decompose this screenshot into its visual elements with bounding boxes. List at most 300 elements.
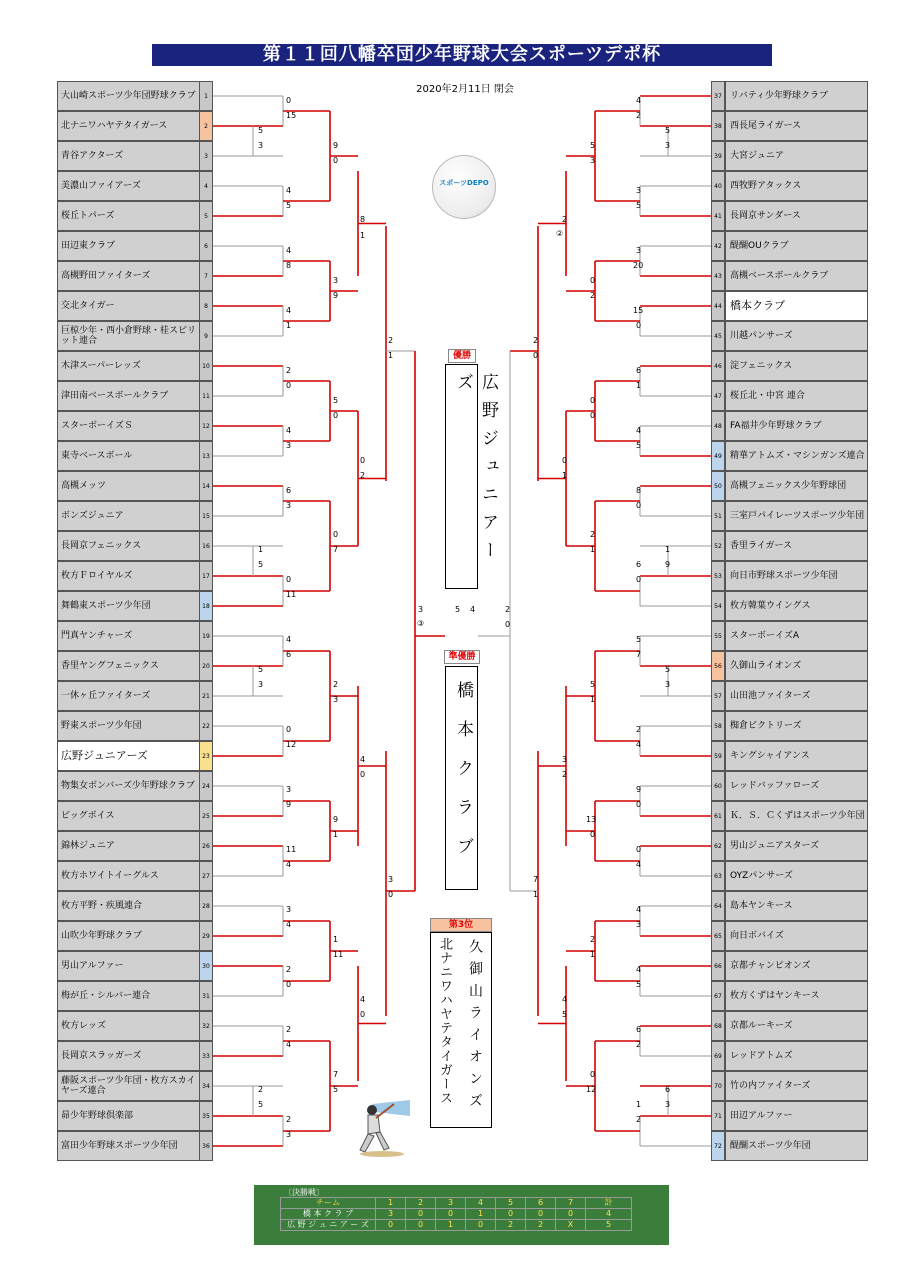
team-seed-number: 17 [199,561,213,591]
team-name: 長岡京スラッガーズ [57,1041,200,1071]
match-score: 2 [636,111,642,120]
team-seed-number: 64 [711,891,725,921]
team-seed-number: 70 [711,1071,725,1101]
match-score: 5 [258,665,264,674]
match-score: 3 [286,501,292,510]
baseball-logo [432,155,496,219]
match-score: 3 [590,156,596,165]
team-name: OYZパンサーズ [725,861,868,891]
team-seed-number: 39 [711,141,725,171]
match-score: 5 [258,1100,264,1109]
scoreboard-team: 広 野 ジ ュ ニ ア ー ズ [281,1220,376,1231]
scoreboard-cell: 0 [466,1220,496,1231]
page-title: 第１１回八幡卒団少年野球大会スポーツデポ杯 [152,44,772,66]
match-score: 4 [636,96,642,105]
match-score: 2 [258,1085,264,1094]
match-score: 5 [333,396,339,405]
team-seed-number: 10 [199,351,213,381]
match-score: 1 [388,351,394,360]
team-name: 津田南ベースボールクラブ [57,381,200,411]
team-seed-number: 67 [711,981,725,1011]
match-score: 5 [636,201,642,210]
match-score: 0 [286,381,292,390]
match-score: 2 [636,725,642,734]
team-seed-number: 36 [199,1131,213,1161]
match-score: 4 [286,306,292,315]
team-seed-number: 55 [711,621,725,651]
team-seed-number: 27 [199,861,213,891]
scoreboard-header-inning: 6 [526,1198,556,1209]
match-score: 7 [636,650,642,659]
team-name: 向日市野球スポーツ少年団 [725,561,868,591]
team-seed-number: 12 [199,411,213,441]
round-marker: ② [556,229,564,238]
team-name: リバティ少年野球クラブ [725,81,868,111]
team-seed-number: 38 [711,111,725,141]
match-score: 5 [286,201,292,210]
team-seed-number: 31 [199,981,213,1011]
match-score: 1 [590,695,596,704]
team-seed-number: 13 [199,441,213,471]
team-seed-number: 8 [199,291,213,321]
team-name: 枚方ホワイトイーグルス [57,861,200,891]
team-seed-number: 49 [711,441,725,471]
team-seed-number: 69 [711,1041,725,1071]
team-seed-number: 53 [711,561,725,591]
match-score: 0 [286,575,292,584]
team-seed-number: 30 [199,951,213,981]
match-score: 1 [636,1100,642,1109]
scoreboard-cell: 1 [466,1209,496,1220]
match-score: 9 [333,291,339,300]
match-score: 6 [636,366,642,375]
match-score: 0 [590,411,596,420]
team-seed-number: 4 [199,171,213,201]
match-score: 3 [636,246,642,255]
match-score: 0 [562,456,568,465]
team-seed-number: 43 [711,261,725,291]
team-name: 醍醐スポーツ少年団 [725,1131,868,1161]
team-name: 枚方韓葉ウイングス [725,591,868,621]
match-score: 4 [286,860,292,869]
match-score: 0 [333,411,339,420]
team-seed-number: 42 [711,231,725,261]
match-score: 2 [590,935,596,944]
match-score: 1 [333,830,339,839]
match-score: 2 [636,1040,642,1049]
team-name: 青谷アクターズ [57,141,200,171]
match-score: 0 [286,96,292,105]
team-seed-number: 41 [711,201,725,231]
team-seed-number: 66 [711,951,725,981]
runner-up-label: 準優勝 [444,650,480,664]
match-score: 9 [665,560,671,569]
match-score: 3 [665,1100,671,1109]
team-seed-number: 40 [711,171,725,201]
team-seed-number: 22 [199,711,213,741]
team-seed-number: 6 [199,231,213,261]
team-seed-number: 68 [711,1011,725,1041]
match-score: 4 [360,995,366,1004]
match-score: 0 [333,156,339,165]
team-name: 一休ヶ丘ファイターズ [57,681,200,711]
team-seed-number: 37 [711,81,725,111]
scoreboard-table [280,1197,632,1231]
team-seed-number: 51 [711,501,725,531]
team-name: 門真ヤンチャーズ [57,621,200,651]
team-name: 舞鶴東スポーツ少年団 [57,591,200,621]
round-marker: ③ [417,619,425,628]
team-name: 枚方Ｆロイヤルズ [57,561,200,591]
team-seed-number: 3 [199,141,213,171]
match-score: 0 [590,276,596,285]
match-score: 2 [505,605,511,614]
match-score: 3 [636,186,642,195]
team-name: 物集女ボンバーズ少年野球クラブ [57,771,200,801]
team-name: 長岡京フェニックス [57,531,200,561]
team-seed-number: 62 [711,831,725,861]
match-score: 11 [286,590,297,599]
match-score: 0 [286,725,292,734]
team-name: 竹の内ファイターズ [725,1071,868,1101]
team-name: 長岡京サンダース [725,201,868,231]
match-score: 4 [360,755,366,764]
team-seed-number: 54 [711,591,725,621]
team-seed-number: 28 [199,891,213,921]
match-score: 5 [665,126,671,135]
team-name: 橋本クラブ [725,291,868,321]
match-score: 11 [333,950,344,959]
match-score: 0 [360,1010,366,1019]
match-score: 0 [286,980,292,989]
final-scoreboard [254,1185,669,1245]
team-name: キングシャイアンス [725,741,868,771]
team-seed-number: 48 [711,411,725,441]
scoreboard-total: 5 [586,1220,632,1231]
scoreboard-team: 橋 本 ク ラ ブ [281,1209,376,1220]
match-score: 2 [590,291,596,300]
scoreboard-cell: 2 [496,1220,526,1231]
team-name: スターボーイズA [725,621,868,651]
match-score: 4 [286,920,292,929]
team-name: 藤阪スポーツ少年団・枚方スカイヤーズ連合 [57,1071,200,1101]
team-name: 富田少年野球スポーツ少年団 [57,1131,200,1161]
match-score: 4 [286,1040,292,1049]
scoreboard-row [281,1220,632,1231]
scoreboard-cell: 3 [376,1209,406,1220]
match-score: 5 [636,980,642,989]
scoreboard-cell: 2 [526,1220,556,1231]
team-seed-number: 35 [199,1101,213,1131]
match-score: 7 [333,545,339,554]
team-name: 昴少年野球倶楽部 [57,1101,200,1131]
match-score: 2 [286,1115,292,1124]
team-name: 西牧野アタックス [725,171,868,201]
team-name: 久御山ライオンズ [725,651,868,681]
team-name: 醍醐OUクラブ [725,231,868,261]
match-score: 3 [286,441,292,450]
match-score: 15 [286,111,297,120]
match-score: 0 [360,456,366,465]
team-name: FA福井少年野球クラブ [725,411,868,441]
match-score: 4 [636,740,642,749]
match-score: 2 [636,1115,642,1124]
match-score: 0 [636,321,642,330]
team-seed-number: 2 [199,111,213,141]
team-name: レッドアトムズ [725,1041,868,1071]
team-name: 高槻野田ファイターズ [57,261,200,291]
scoreboard-row [281,1209,632,1220]
champion-name: 広野ジュニアーズ [453,373,498,569]
scoreboard-cell: 0 [406,1209,436,1220]
match-score: 2 [286,1025,292,1034]
team-seed-number: 61 [711,801,725,831]
team-seed-number: 5 [199,201,213,231]
match-score: 8 [636,486,642,495]
match-score: 2 [533,336,539,345]
team-seed-number: 15 [199,501,213,531]
match-score: 0 [636,845,642,854]
team-seed-number: 60 [711,771,725,801]
scoreboard-cell: 0 [556,1209,586,1220]
champion-box [445,364,498,589]
match-score: 1 [636,381,642,390]
match-score: 1 [258,545,264,554]
match-score: 2 [333,680,339,689]
match-score: 5 [636,635,642,644]
scoreboard-cell: 0 [406,1220,436,1231]
team-seed-number: 58 [711,711,725,741]
match-score: 9 [286,800,292,809]
match-score: 3 [286,905,292,914]
team-name: 田辺アルファー [725,1101,868,1131]
team-seed-number: 34 [199,1071,213,1101]
team-name: 高槻メッツ [57,471,200,501]
team-name: 野東スポーツ少年団 [57,711,200,741]
scoreboard-cell: 0 [376,1220,406,1231]
team-name: 美濃山ファイアーズ [57,171,200,201]
team-seed-number: 7 [199,261,213,291]
match-score: 4 [636,905,642,914]
team-seed-number: 14 [199,471,213,501]
team-seed-number: 20 [199,651,213,681]
match-score: 12 [586,1085,597,1094]
match-score: 2 [562,770,568,779]
team-seed-number: 23 [199,741,213,771]
team-seed-number: 21 [199,681,213,711]
team-seed-number: 59 [711,741,725,771]
match-score: 6 [665,1085,671,1094]
match-score: 1 [590,950,596,959]
match-score: 6 [286,650,292,659]
team-name: 錦林ジュニア [57,831,200,861]
team-name: 川越パンサーズ [725,321,868,351]
team-name: 梅が丘・シルバー連合 [57,981,200,1011]
match-score: 3 [333,276,339,285]
match-score: 1 [286,321,292,330]
team-name: 三室戸パイレーツスポーツ少年団 [725,501,868,531]
team-name: 香里ライガース [725,531,868,561]
team-name: 西長尾ライガース [725,111,868,141]
team-name: 桜丘北・中宮 連合 [725,381,868,411]
match-score: 1 [533,890,539,899]
scoreboard-header-inning: 1 [376,1198,406,1209]
match-score: 9 [333,815,339,824]
team-name: 椥倉ビクトリーズ [725,711,868,741]
team-seed-number: 56 [711,651,725,681]
team-name: 木津スーパーレッズ [57,351,200,381]
match-score: 4 [470,605,476,614]
team-seed-number: 9 [199,321,213,351]
match-score: 3 [636,920,642,929]
match-score: 0 [533,351,539,360]
match-score: 4 [286,635,292,644]
match-score: 3 [665,680,671,689]
match-score: 5 [258,560,264,569]
scoreboard-header-total: 計 [586,1198,632,1209]
match-score: 8 [360,215,366,224]
team-name: 高槻ベースボールクラブ [725,261,868,291]
scoreboard-header-inning: 5 [496,1198,526,1209]
third-place-label: 第3位 [430,918,492,932]
match-score: 4 [636,860,642,869]
match-score: 5 [636,441,642,450]
batter-illustration [350,1098,415,1158]
match-score: 1 [360,231,366,240]
ball-logo-text: スポーツDEPO [439,179,489,187]
match-score: 7 [333,1070,339,1079]
match-score: 2 [562,215,568,224]
scoreboard-header-team: チーム [281,1198,376,1209]
team-name: 巨椋少年・西小倉野球・桂スピリット連合 [57,321,200,351]
match-score: 5 [258,126,264,135]
scoreboard-cell: 0 [496,1209,526,1220]
match-score: 5 [590,141,596,150]
match-score: 0 [590,1070,596,1079]
team-seed-number: 11 [199,381,213,411]
match-score: 4 [636,426,642,435]
team-name: 東寺ベースボール [57,441,200,471]
match-score: 2 [360,471,366,480]
match-score: 12 [286,740,297,749]
team-seed-number: 33 [199,1041,213,1071]
team-name: 山田池ファイターズ [725,681,868,711]
match-score: 2 [590,530,596,539]
match-score: 0 [505,620,511,629]
match-score: 5 [590,680,596,689]
team-name: 広野ジュニアーズ [57,741,200,771]
scoreboard-title: 〔決勝戦〕 [284,1188,324,1197]
match-score: 0 [388,890,394,899]
scoreboard-total: 4 [586,1209,632,1220]
match-score: 20 [633,261,644,270]
match-score: 3 [388,875,394,884]
team-seed-number: 50 [711,471,725,501]
scoreboard-header-inning: 4 [466,1198,496,1209]
team-name: 香里ヤングフェニックス [57,651,200,681]
match-score: 1 [333,935,339,944]
team-name: 北ナニワハヤテタイガース [57,111,200,141]
scoreboard-cell: 0 [436,1209,466,1220]
team-name: Ｋ．Ｓ．Ｃくずはスポーツ少年団 [725,801,868,831]
team-seed-number: 72 [711,1131,725,1161]
runner-up-box [445,666,478,890]
team-seed-number: 26 [199,831,213,861]
team-name: 京都チャンピオンズ [725,951,868,981]
match-score: 0 [636,501,642,510]
team-seed-number: 46 [711,351,725,381]
team-name: 田辺東クラブ [57,231,200,261]
runner-up-name: 橋本クラブ [453,681,473,876]
team-name: スターボーイズＳ [57,411,200,441]
match-score: 15 [633,306,644,315]
team-seed-number: 65 [711,921,725,951]
team-seed-number: 57 [711,681,725,711]
team-name: 島本ヤンキース [725,891,868,921]
match-score: 5 [665,665,671,674]
third-place-name-2: 北ナニワハヤテタイガース [437,937,452,1105]
team-seed-number: 18 [199,591,213,621]
match-score: 0 [333,530,339,539]
team-name: 向日ボバイズ [725,921,868,951]
scoreboard-header-inning: 7 [556,1198,586,1209]
match-score: 6 [286,486,292,495]
team-seed-number: 25 [199,801,213,831]
match-score: 3 [286,785,292,794]
match-score: 3 [258,141,264,150]
match-score: 2 [286,965,292,974]
match-score: 9 [333,141,339,150]
team-name: 枚方くずはヤンキース [725,981,868,1011]
match-score: 1 [665,545,671,554]
match-score: 0 [636,575,642,584]
match-score: 13 [586,815,597,824]
match-score: 4 [286,186,292,195]
team-name: 大宮ジュニア [725,141,868,171]
match-score: 3 [333,695,339,704]
scoreboard-header-row [281,1198,632,1209]
team-seed-number: 29 [199,921,213,951]
match-score: 4 [286,246,292,255]
match-score: 7 [533,875,539,884]
match-score: 6 [636,1025,642,1034]
match-score: 3 [665,141,671,150]
match-score: 0 [360,770,366,779]
event-date: 2020年2月11日 閉会 [416,84,514,95]
match-score: 3 [418,605,424,614]
team-seed-number: 47 [711,381,725,411]
team-name: 枚方レッズ [57,1011,200,1041]
scoreboard-header-inning: 3 [436,1198,466,1209]
team-seed-number: 32 [199,1011,213,1041]
team-name: レッドバッファローズ [725,771,868,801]
match-score: 6 [636,560,642,569]
team-seed-number: 16 [199,531,213,561]
team-seed-number: 24 [199,771,213,801]
match-score: 11 [286,845,297,854]
team-name: 交北タイガー [57,291,200,321]
team-name: ボンズジュニア [57,501,200,531]
team-seed-number: 1 [199,81,213,111]
match-score: 5 [562,1010,568,1019]
team-name: 山吹少年野球クラブ [57,921,200,951]
match-score: 1 [590,545,596,554]
team-name: 男山アルファー [57,951,200,981]
match-score: 0 [590,396,596,405]
team-name: 枚方平野・疾風連合 [57,891,200,921]
match-score: 8 [286,261,292,270]
team-name: 高槻フェニックス少年野球団 [725,471,868,501]
